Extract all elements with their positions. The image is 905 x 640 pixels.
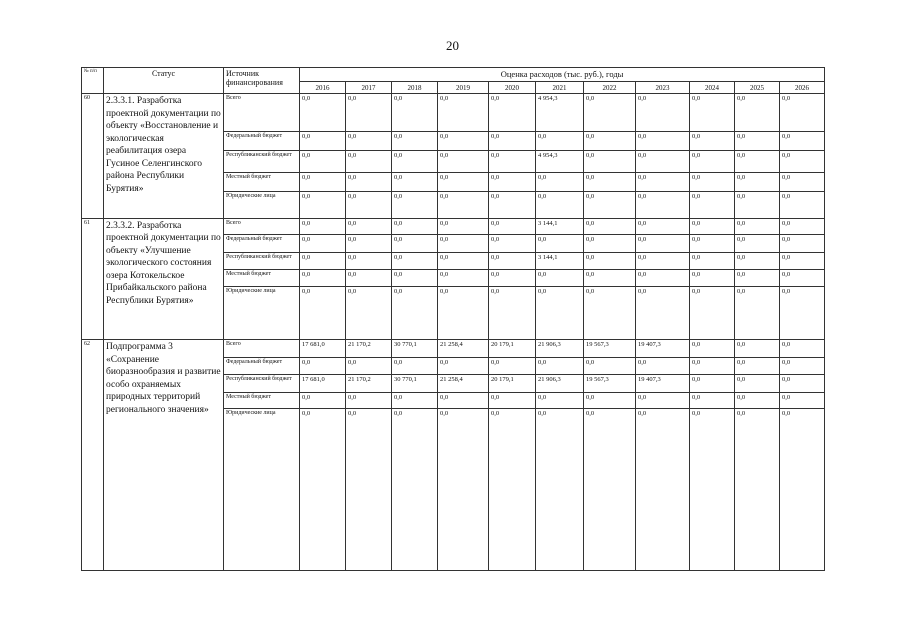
value-cell-2022: 0,0: [584, 286, 636, 340]
value-cell-2021: 21 906,3: [536, 375, 584, 392]
value-cell-2019: 0,0: [438, 172, 489, 191]
value-cell-2022: 0,0: [584, 270, 636, 286]
value-cell-2025: 0,0: [735, 235, 780, 252]
value-cell-2023: 0,0: [636, 235, 690, 252]
header-year-2026: 2026: [780, 82, 825, 94]
value-cell-2026: 0,0: [780, 235, 825, 252]
value-cell-2017: 21 170,2: [346, 340, 392, 357]
header-num: № п/п: [82, 68, 104, 94]
value-cell-2025: 0,0: [735, 218, 780, 234]
table-row: [82, 94, 825, 132]
value-cell-2022: 0,0: [584, 218, 636, 234]
value-cell-2026: 0,0: [780, 357, 825, 374]
value-cell-2023: 0,0: [636, 252, 690, 269]
value-cell-2018: 0,0: [392, 151, 438, 173]
value-cell-2019: 0,0: [438, 132, 489, 151]
value-cell-2017: 0,0: [346, 151, 392, 173]
value-cell-2026: 0,0: [780, 375, 825, 392]
header-year-2018: 2018: [392, 82, 438, 94]
value-cell-2026: 0,0: [780, 270, 825, 286]
value-cell-2025: 0,0: [735, 409, 780, 571]
value-cell-2022: 0,0: [584, 357, 636, 374]
value-cell-2022: 0,0: [584, 235, 636, 252]
header-year-2017: 2017: [346, 82, 392, 94]
value-cell-2026: 0,0: [780, 172, 825, 191]
value-cell-2016: 17 681,0: [300, 340, 346, 357]
value-cell-2023: 0,0: [636, 172, 690, 191]
value-cell-2017: 0,0: [346, 235, 392, 252]
funding-source-cell: Республиканский бюджет: [224, 375, 300, 392]
header-year-2021: 2021: [536, 82, 584, 94]
value-cell-2026: 0,0: [780, 340, 825, 357]
value-cell-2026: 0,0: [780, 94, 825, 132]
value-cell-2019: 0,0: [438, 252, 489, 269]
header-status: Статус: [104, 68, 224, 94]
value-cell-2023: 0,0: [636, 191, 690, 218]
value-cell-2026: 0,0: [780, 286, 825, 340]
value-cell-2025: 0,0: [735, 392, 780, 408]
value-cell-2016: 0,0: [300, 151, 346, 173]
value-cell-2024: 0,0: [690, 409, 735, 571]
value-cell-2018: 0,0: [392, 218, 438, 234]
value-cell-2017: 21 170,2: [346, 375, 392, 392]
value-cell-2024: 0,0: [690, 218, 735, 234]
value-cell-2026: 0,0: [780, 151, 825, 173]
value-cell-2024: 0,0: [690, 286, 735, 340]
funding-source-cell: Всего: [224, 218, 300, 234]
value-cell-2017: 0,0: [346, 94, 392, 132]
value-cell-2026: 0,0: [780, 191, 825, 218]
value-cell-2024: 0,0: [690, 94, 735, 132]
table-row: [82, 340, 825, 357]
value-cell-2020: 0,0: [489, 235, 536, 252]
funding-source-cell: Юридические лица: [224, 191, 300, 218]
header-year-2019: 2019: [438, 82, 489, 94]
value-cell-2016: 0,0: [300, 191, 346, 218]
value-cell-2018: 0,0: [392, 172, 438, 191]
status-cell: 2.3.3.2. Разработка проектной документации по объекту «Улучшение экологического состояния озера Котокельское Прибайкальского района Республики Бурятия»: [104, 218, 224, 339]
value-cell-2020: 0,0: [489, 409, 536, 571]
value-cell-2023: 19 407,3: [636, 340, 690, 357]
value-cell-2016: 0,0: [300, 409, 346, 571]
value-cell-2021: 0,0: [536, 172, 584, 191]
value-cell-2020: 0,0: [489, 151, 536, 173]
value-cell-2024: 0,0: [690, 392, 735, 408]
value-cell-2018: 0,0: [392, 286, 438, 340]
value-cell-2018: 0,0: [392, 270, 438, 286]
value-cell-2021: 3 144,1: [536, 252, 584, 269]
value-cell-2025: 0,0: [735, 191, 780, 218]
value-cell-2023: 0,0: [636, 218, 690, 234]
value-cell-2017: 0,0: [346, 392, 392, 408]
value-cell-2020: 0,0: [489, 392, 536, 408]
value-cell-2018: 0,0: [392, 392, 438, 408]
value-cell-2021: 0,0: [536, 235, 584, 252]
value-cell-2019: 21 258,4: [438, 375, 489, 392]
value-cell-2020: 0,0: [489, 252, 536, 269]
value-cell-2022: 0,0: [584, 132, 636, 151]
header-year-2022: 2022: [584, 82, 636, 94]
value-cell-2018: 0,0: [392, 132, 438, 151]
header-expenditure-group: Оценка расходов (тыс. руб.), годы: [300, 68, 825, 82]
value-cell-2022: 0,0: [584, 409, 636, 571]
header-source: Источник финансирования: [224, 68, 300, 94]
value-cell-2023: 0,0: [636, 151, 690, 173]
value-cell-2021: 0,0: [536, 132, 584, 151]
page-number: 20: [446, 38, 459, 53]
header-year-2020: 2020: [489, 82, 536, 94]
value-cell-2018: 0,0: [392, 409, 438, 571]
value-cell-2017: 0,0: [346, 172, 392, 191]
value-cell-2016: 0,0: [300, 172, 346, 191]
value-cell-2017: 0,0: [346, 252, 392, 269]
funding-source-cell: Федеральный бюджет: [224, 132, 300, 151]
value-cell-2025: 0,0: [735, 132, 780, 151]
value-cell-2021: 3 144,1: [536, 218, 584, 234]
value-cell-2024: 0,0: [690, 235, 735, 252]
value-cell-2020: 0,0: [489, 218, 536, 234]
value-cell-2019: 0,0: [438, 357, 489, 374]
value-cell-2019: 0,0: [438, 286, 489, 340]
value-cell-2016: 0,0: [300, 286, 346, 340]
funding-source-cell: Юридические лица: [224, 286, 300, 340]
value-cell-2018: 0,0: [392, 357, 438, 374]
funding-source-cell: Местный бюджет: [224, 270, 300, 286]
value-cell-2023: 19 407,3: [636, 375, 690, 392]
value-cell-2018: 0,0: [392, 94, 438, 132]
value-cell-2024: 0,0: [690, 252, 735, 269]
value-cell-2024: 0,0: [690, 132, 735, 151]
value-cell-2018: 0,0: [392, 191, 438, 218]
value-cell-2020: 0,0: [489, 172, 536, 191]
value-cell-2023: 0,0: [636, 94, 690, 132]
value-cell-2020: 20 179,1: [489, 340, 536, 357]
value-cell-2017: 0,0: [346, 409, 392, 571]
value-cell-2024: 0,0: [690, 151, 735, 173]
value-cell-2025: 0,0: [735, 286, 780, 340]
value-cell-2020: 20 179,1: [489, 375, 536, 392]
funding-source-cell: Федеральный бюджет: [224, 235, 300, 252]
value-cell-2025: 0,0: [735, 357, 780, 374]
value-cell-2026: 0,0: [780, 218, 825, 234]
value-cell-2025: 0,0: [735, 270, 780, 286]
funding-source-cell: Всего: [224, 94, 300, 132]
value-cell-2025: 0,0: [735, 375, 780, 392]
value-cell-2022: 0,0: [584, 252, 636, 269]
value-cell-2026: 0,0: [780, 132, 825, 151]
value-cell-2019: 0,0: [438, 94, 489, 132]
value-cell-2024: 0,0: [690, 340, 735, 357]
value-cell-2018: 30 770,1: [392, 375, 438, 392]
value-cell-2023: 0,0: [636, 392, 690, 408]
value-cell-2022: 19 567,3: [584, 375, 636, 392]
value-cell-2017: 0,0: [346, 218, 392, 234]
header-year-2016: 2016: [300, 82, 346, 94]
value-cell-2018: 0,0: [392, 252, 438, 269]
value-cell-2022: 0,0: [584, 191, 636, 218]
value-cell-2021: 0,0: [536, 286, 584, 340]
value-cell-2020: 0,0: [489, 191, 536, 218]
expenditure-table: [81, 67, 825, 571]
value-cell-2025: 0,0: [735, 151, 780, 173]
value-cell-2019: 0,0: [438, 235, 489, 252]
value-cell-2023: 0,0: [636, 409, 690, 571]
value-cell-2024: 0,0: [690, 357, 735, 374]
value-cell-2021: 4 954,3: [536, 151, 584, 173]
value-cell-2023: 0,0: [636, 357, 690, 374]
funding-source-cell: Республиканский бюджет: [224, 252, 300, 269]
value-cell-2021: 0,0: [536, 409, 584, 571]
value-cell-2021: 0,0: [536, 357, 584, 374]
value-cell-2020: 0,0: [489, 132, 536, 151]
value-cell-2019: 0,0: [438, 218, 489, 234]
funding-source-cell: Всего: [224, 340, 300, 357]
value-cell-2020: 0,0: [489, 270, 536, 286]
value-cell-2017: 0,0: [346, 286, 392, 340]
value-cell-2019: 0,0: [438, 191, 489, 218]
value-cell-2024: 0,0: [690, 191, 735, 218]
value-cell-2026: 0,0: [780, 252, 825, 269]
value-cell-2018: 0,0: [392, 235, 438, 252]
funding-source-cell: Местный бюджет: [224, 392, 300, 408]
value-cell-2019: 21 258,4: [438, 340, 489, 357]
value-cell-2023: 0,0: [636, 286, 690, 340]
row-number: 60: [82, 94, 104, 219]
value-cell-2016: 0,0: [300, 94, 346, 132]
value-cell-2018: 30 770,1: [392, 340, 438, 357]
value-cell-2021: 4 954,3: [536, 94, 584, 132]
value-cell-2019: 0,0: [438, 392, 489, 408]
value-cell-2026: 0,0: [780, 409, 825, 571]
table-row: [82, 218, 825, 234]
value-cell-2026: 0,0: [780, 392, 825, 408]
value-cell-2016: 0,0: [300, 132, 346, 151]
row-number: 62: [82, 340, 104, 571]
value-cell-2020: 0,0: [489, 357, 536, 374]
row-number: 61: [82, 218, 104, 339]
value-cell-2016: 0,0: [300, 252, 346, 269]
header-year-2023: 2023: [636, 82, 690, 94]
header-year-2024: 2024: [690, 82, 735, 94]
value-cell-2021: 0,0: [536, 392, 584, 408]
value-cell-2021: 0,0: [536, 270, 584, 286]
funding-source-cell: Республиканский бюджет: [224, 151, 300, 173]
value-cell-2020: 0,0: [489, 286, 536, 340]
value-cell-2019: 0,0: [438, 409, 489, 571]
value-cell-2017: 0,0: [346, 357, 392, 374]
value-cell-2023: 0,0: [636, 132, 690, 151]
value-cell-2019: 0,0: [438, 270, 489, 286]
value-cell-2022: 0,0: [584, 172, 636, 191]
value-cell-2016: 0,0: [300, 392, 346, 408]
value-cell-2021: 0,0: [536, 191, 584, 218]
value-cell-2019: 0,0: [438, 151, 489, 173]
funding-source-cell: Местный бюджет: [224, 172, 300, 191]
value-cell-2021: 21 906,3: [536, 340, 584, 357]
status-cell: Подпрограмма 3 «Сохранение биоразнообразия и развитие особо охраняемых природных территорий регионального значения»: [104, 340, 224, 571]
funding-source-cell: Федеральный бюджет: [224, 357, 300, 374]
value-cell-2024: 0,0: [690, 270, 735, 286]
value-cell-2023: 0,0: [636, 270, 690, 286]
value-cell-2024: 0,0: [690, 172, 735, 191]
value-cell-2024: 0,0: [690, 375, 735, 392]
value-cell-2022: 19 567,3: [584, 340, 636, 357]
value-cell-2016: 0,0: [300, 218, 346, 234]
value-cell-2016: 17 681,0: [300, 375, 346, 392]
value-cell-2016: 0,0: [300, 357, 346, 374]
value-cell-2025: 0,0: [735, 340, 780, 357]
value-cell-2016: 0,0: [300, 235, 346, 252]
header-year-2025: 2025: [735, 82, 780, 94]
value-cell-2022: 0,0: [584, 392, 636, 408]
value-cell-2017: 0,0: [346, 191, 392, 218]
value-cell-2017: 0,0: [346, 132, 392, 151]
funding-source-cell: Юридические лица: [224, 409, 300, 571]
value-cell-2025: 0,0: [735, 172, 780, 191]
value-cell-2016: 0,0: [300, 270, 346, 286]
value-cell-2022: 0,0: [584, 151, 636, 173]
value-cell-2025: 0,0: [735, 94, 780, 132]
value-cell-2022: 0,0: [584, 94, 636, 132]
status-cell: 2.3.3.1. Разработка проектной документации по объекту «Восстановление и экологическая реабилитация озера Гусиное Селенгинского района Республики Бурятия»: [104, 94, 224, 219]
value-cell-2025: 0,0: [735, 252, 780, 269]
header-row-top: [82, 68, 825, 82]
value-cell-2020: 0,0: [489, 94, 536, 132]
value-cell-2017: 0,0: [346, 270, 392, 286]
